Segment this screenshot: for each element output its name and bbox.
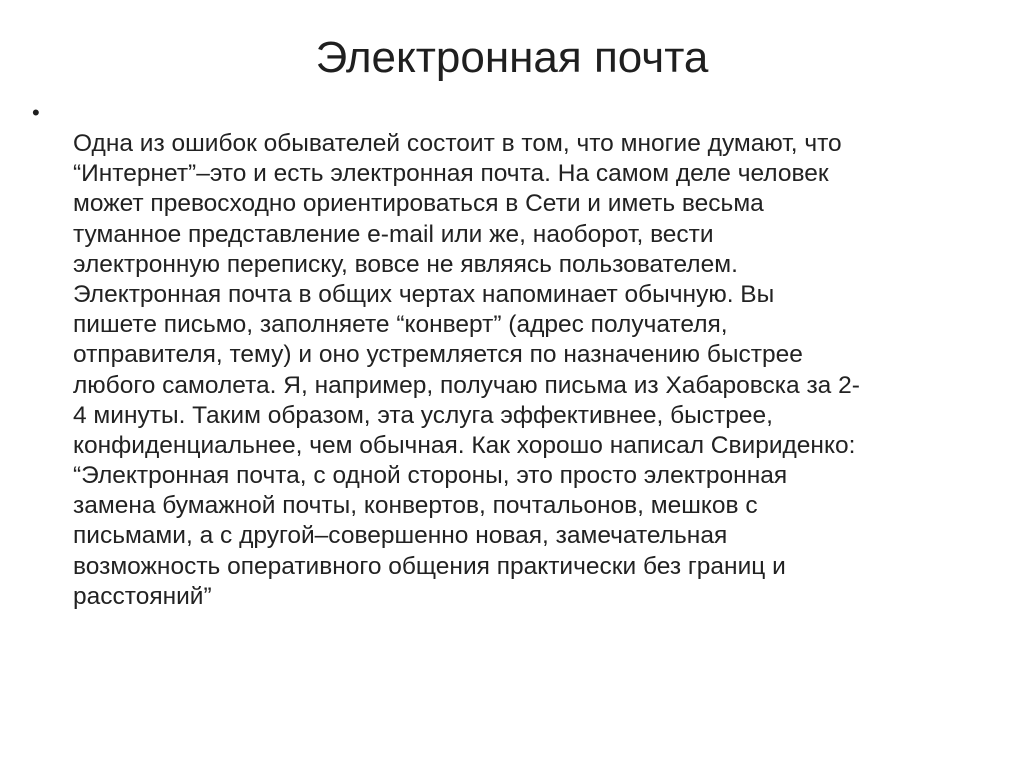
body-line: письмами, а с другой–совершенно новая, замечательная bbox=[73, 522, 728, 550]
bullet-point-icon: • bbox=[32, 100, 40, 125]
body-line: Электронная почта в общих чертах напоминает обычную. Вы bbox=[73, 280, 775, 308]
body-line: пишете письмо, заполняете “конверт” (адрес получателя, bbox=[73, 311, 728, 339]
body-line: расстояний” bbox=[73, 582, 212, 610]
body-line: Одна из ошибок обывателей состоит в том, что многие думают, что bbox=[73, 130, 842, 157]
body-line: конфиденциальнее, чем обычная. Как хорошо написал Свириденко: bbox=[73, 431, 856, 459]
slide-title: Электронная почта bbox=[315, 33, 709, 82]
body-line: электронную переписку, вовсе не являясь пользователем. bbox=[73, 250, 738, 278]
body-text bbox=[73, 129, 1003, 612]
body-line: туманное представление e-mail или же, наоборот, вести bbox=[73, 220, 714, 248]
body-line: замена бумажной почты, конвертов, почтальонов, мешков с bbox=[73, 492, 758, 520]
body-line: любого самолета. Я, например, получаю письма из Хабаровска за 2- bbox=[73, 371, 860, 399]
body-line: “Интернет”–это и есть электронная почта. На самом деле человек bbox=[73, 160, 829, 188]
body-line: отправителя, тему) и оно устремляется по назначению быстрее bbox=[73, 341, 803, 369]
body-line: 4 минуты. Таким образом, эта услуга эффективнее, быстрее, bbox=[73, 401, 773, 429]
body-line: может превосходно ориентироваться в Сети и иметь весьма bbox=[73, 190, 764, 218]
body-line: “Электронная почта, с одной стороны, это просто электронная bbox=[73, 462, 788, 490]
body-line: возможность оперативного общения практически без границ и bbox=[73, 552, 786, 580]
